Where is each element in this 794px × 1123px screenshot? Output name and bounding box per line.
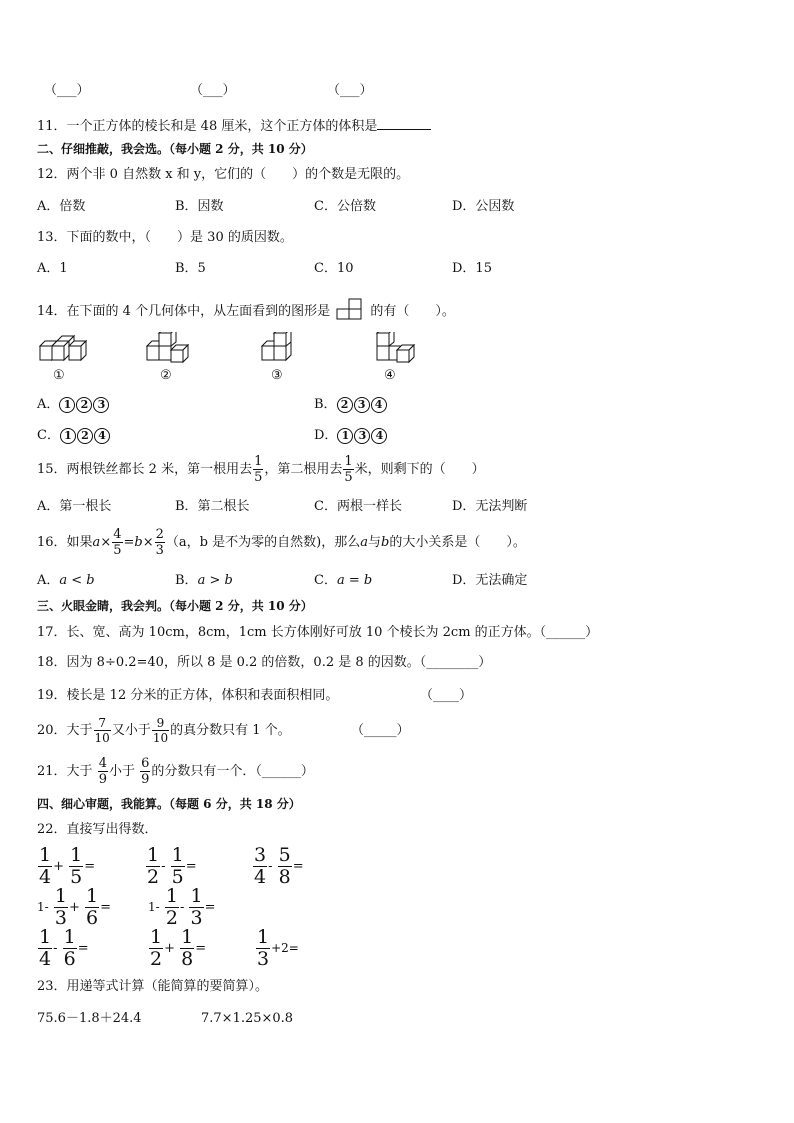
q14-stem-b: 的有（ ）。 [370, 304, 455, 319]
figure-label-2: ② [160, 368, 172, 383]
q12-option-d[interactable]: D．公因数 [452, 199, 515, 214]
cube-figure-4 [375, 332, 425, 364]
question-17: 17．长、宽、高为 10cm，8cm，1cm 长方体刚好可放 10 个棱长为 2cm 的正方体。（______） [37, 625, 599, 640]
question-12-stem: 12．两个非 0 自然数 x 和 y，它们的（ ）的个数是无限的。 [37, 167, 410, 182]
question-19: 19．棱长是 12 分米的正方体，体积和表面积相同。 [37, 688, 339, 703]
q15-option-d[interactable]: D．无法判断 [452, 499, 528, 514]
q16-option-d[interactable]: D．无法确定 [452, 573, 528, 588]
expression-2: 7.7×1.25×0.8 [201, 1011, 294, 1026]
q12-option-c[interactable]: C．公倍数 [314, 199, 376, 214]
question-21: 21．大于 $\frac{4}{9}$ 小于 $\frac{6}{9}$ 的分数只有一个．（______） [37, 756, 314, 787]
q13-option-c[interactable]: C．10 [314, 261, 354, 276]
question-15-stem: 15．两根铁丝都长 2 米，第一根用去 $\frac{1}{5}$ ，第二根用去 $\frac{1}{5}$ 米，则剩下的（ ） [37, 454, 485, 485]
q14-option-c[interactable]: C． 1 2 4 [37, 428, 111, 444]
figure-label-3: ③ [271, 368, 283, 383]
q15-option-a[interactable]: A．第一根长 [37, 499, 112, 514]
blank-2[interactable]: （___） [190, 83, 236, 98]
calc-8: $\frac{1}{3}$ +2= [257, 926, 299, 970]
q13-option-a[interactable]: A．1 [37, 261, 68, 276]
left-view-figure [336, 298, 364, 320]
fraction-1-5: $\frac{1}{5}$ [254, 454, 263, 485]
question-13-stem: 13．下面的数中，（ ）是 30 的质因数。 [37, 230, 293, 245]
calc-7: $\frac{1}{2}$ + $\frac{1}{8}$ = [150, 926, 207, 970]
q16-option-c[interactable]: C．a = b [314, 573, 373, 588]
calc-6: $\frac{1}{4}$ - $\frac{1}{6}$ = [39, 926, 89, 970]
figure-label-1: ① [53, 368, 65, 383]
q16-option-b[interactable]: B．a > b [175, 573, 233, 588]
calc-1: $\frac{1}{4}$ + $\frac{1}{5}$ = [39, 844, 96, 888]
question-22-title: 22．直接写出得数． [37, 822, 158, 837]
question-14-stem [37, 298, 455, 320]
cube-figure-3 [260, 332, 310, 364]
cube-figure-2 [145, 332, 195, 364]
q14-option-b[interactable]: B． 2 3 4 [314, 397, 388, 413]
section-3-title: 三、火眼金睛，我会判。（每小题 2 分，共 10 分） [37, 599, 313, 613]
figure-label-4: ④ [384, 368, 396, 383]
section-2-title: 二、仔细推敲，我会选。（每小题 2 分，共 10 分） [37, 142, 313, 156]
q12-option-b[interactable]: B．因数 [175, 199, 224, 214]
q16-option-a[interactable]: A．a < b [37, 573, 95, 588]
q13-option-d[interactable]: D．15 [452, 261, 492, 276]
question-16-stem: 16．如果a× $\frac{4}{5}$ =b× $\frac{2}{3}$ （a，b 是不为零的自然数)，那么a与b的大小关系是（ ）。 [37, 527, 526, 558]
calc-3: $\frac{3}{4}$ - $\frac{5}{8}$ = [254, 844, 304, 888]
q15-option-c[interactable]: C．两根一样长 [314, 499, 402, 514]
answer-blank[interactable] [377, 117, 431, 130]
section-4-title: 四、细心审题，我能算。（每题 6 分，共 18 分） [37, 797, 301, 811]
q14-option-d[interactable]: D． 1 3 4 [314, 428, 388, 444]
q20-answer-blank[interactable]: （_____） [351, 723, 410, 738]
calc-2: $\frac{1}{2}$ - $\frac{1}{5}$ = [147, 844, 197, 888]
q14-option-a[interactable]: A． 1 2 3 [37, 397, 110, 413]
question-20: 20．大于 $\frac{7}{10}$ 又小于 $\frac{9}{10}$ 的真分数只有 1 个。 [37, 716, 291, 745]
q14-stem-a: 14．在下面的 4 个几何体中，从左面看到的图形是 [37, 304, 331, 319]
question-18: 18．因为 8÷0.2=40，所以 8 是 0.2 的倍数，0.2 是 8 的因数。（________） [37, 655, 492, 670]
question-11 [37, 117, 431, 135]
question-11-text: 11．一个正方体的棱长和是 48 厘米，这个正方体的体积是 [37, 119, 378, 134]
q15-option-b[interactable]: B．第二根长 [175, 499, 250, 514]
calc-5: 1- $\frac{1}{2}$ - $\frac{1}{3}$ = [148, 885, 216, 929]
question-23-title: 23．用递等式计算（能简算的要简算）。 [37, 979, 269, 994]
blank-1[interactable]: （___） [44, 83, 90, 98]
calc-4: 1- $\frac{1}{3}$ + $\frac{1}{6}$ = [37, 885, 111, 929]
blank-3[interactable]: （___） [327, 83, 373, 98]
q13-option-b[interactable]: B．5 [175, 261, 206, 276]
q19-answer-blank[interactable]: （____） [420, 688, 473, 703]
cube-figure-1 [38, 332, 88, 364]
fraction-1-5: $\frac{1}{5}$ [344, 454, 353, 485]
q12-option-a[interactable]: A．倍数 [37, 199, 86, 214]
expression-1: 75.6－1.8＋24.4 [37, 1011, 142, 1026]
